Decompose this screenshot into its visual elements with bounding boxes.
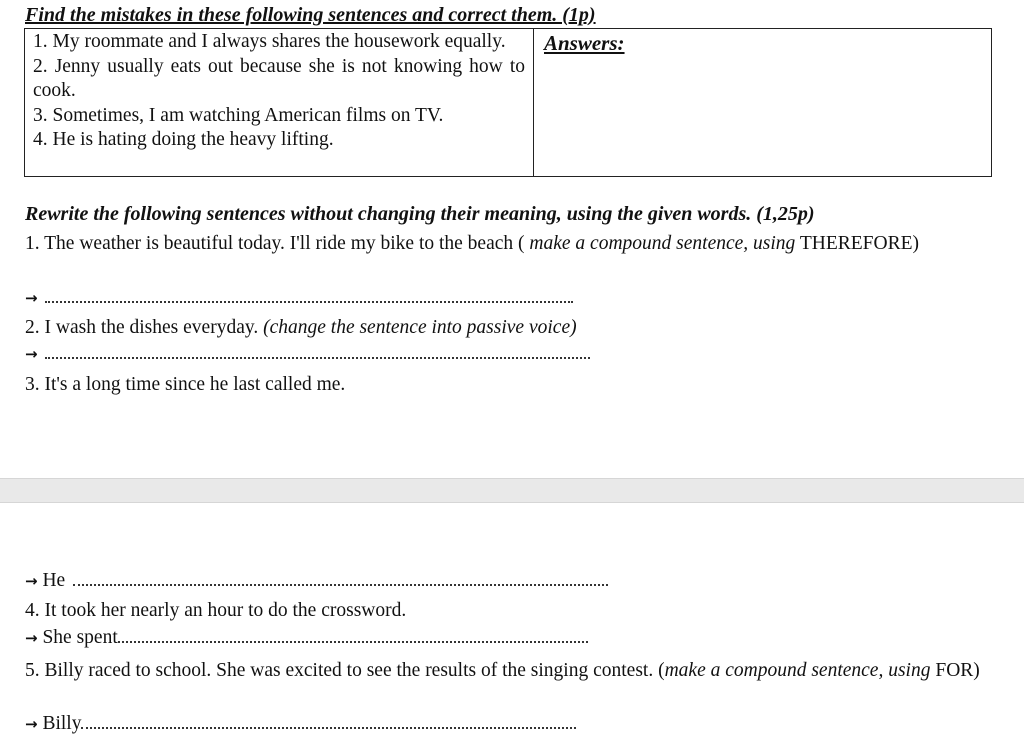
answer-line-3: → He — [25, 570, 608, 592]
blank-line — [45, 289, 573, 303]
question-3: 3. It's a long time since he last called me. — [25, 374, 346, 395]
answer-line-1 — [25, 287, 573, 309]
answers-column — [534, 29, 991, 180]
sentence-2: 2. Jenny usually eats out because she is not knowing how to cook. — [33, 55, 525, 101]
arrow-icon: → — [25, 715, 38, 733]
question-5: 5. Billy raced to school. She was excited to see the results of the singing contest. (make a compound sentence, using FOR) — [25, 660, 980, 681]
arrow-icon: → — [25, 345, 38, 363]
question-4: 4. It took her nearly an hour to do the crossword. — [25, 600, 407, 621]
page-break — [0, 478, 1024, 503]
mistakes-table — [24, 28, 992, 177]
question-2: 2. I wash the dishes everyday. (change the sentence into passive voice) — [25, 317, 577, 338]
arrow-icon: → — [25, 572, 38, 590]
answer-line-5: → Billy — [25, 713, 576, 735]
sentence-1: 1. My roommate and I always shares the housework equally. — [33, 31, 506, 52]
arrow-icon: → — [25, 629, 38, 647]
answer-line-2 — [25, 343, 590, 365]
answer-line-4: → She spent — [25, 627, 588, 649]
exercise2-title: Rewrite the following sentences without changing their meaning, using the given words. (1,25p) — [25, 203, 815, 225]
sentence-3: 3. Sometimes, I am watching American films on TV. — [33, 104, 444, 126]
worksheet-page-bottom — [0, 503, 1024, 750]
blank-line — [45, 345, 590, 359]
answers-label: Answers: — [544, 31, 625, 55]
question-1: 1. The weather is beautiful today. I'll ride my bike to the beach ( make a compound sentence, using THEREFORE) — [25, 233, 919, 254]
blank-line — [118, 629, 588, 643]
sentences-column — [25, 29, 534, 176]
exercise1-title: Find the mistakes in these following sentences and correct them. (1p) — [25, 4, 596, 26]
arrow-icon: → — [25, 289, 38, 307]
blank-line — [73, 572, 608, 586]
sentence-4: 4. He is hating doing the heavy lifting. — [33, 129, 334, 150]
blank-line — [81, 715, 576, 729]
